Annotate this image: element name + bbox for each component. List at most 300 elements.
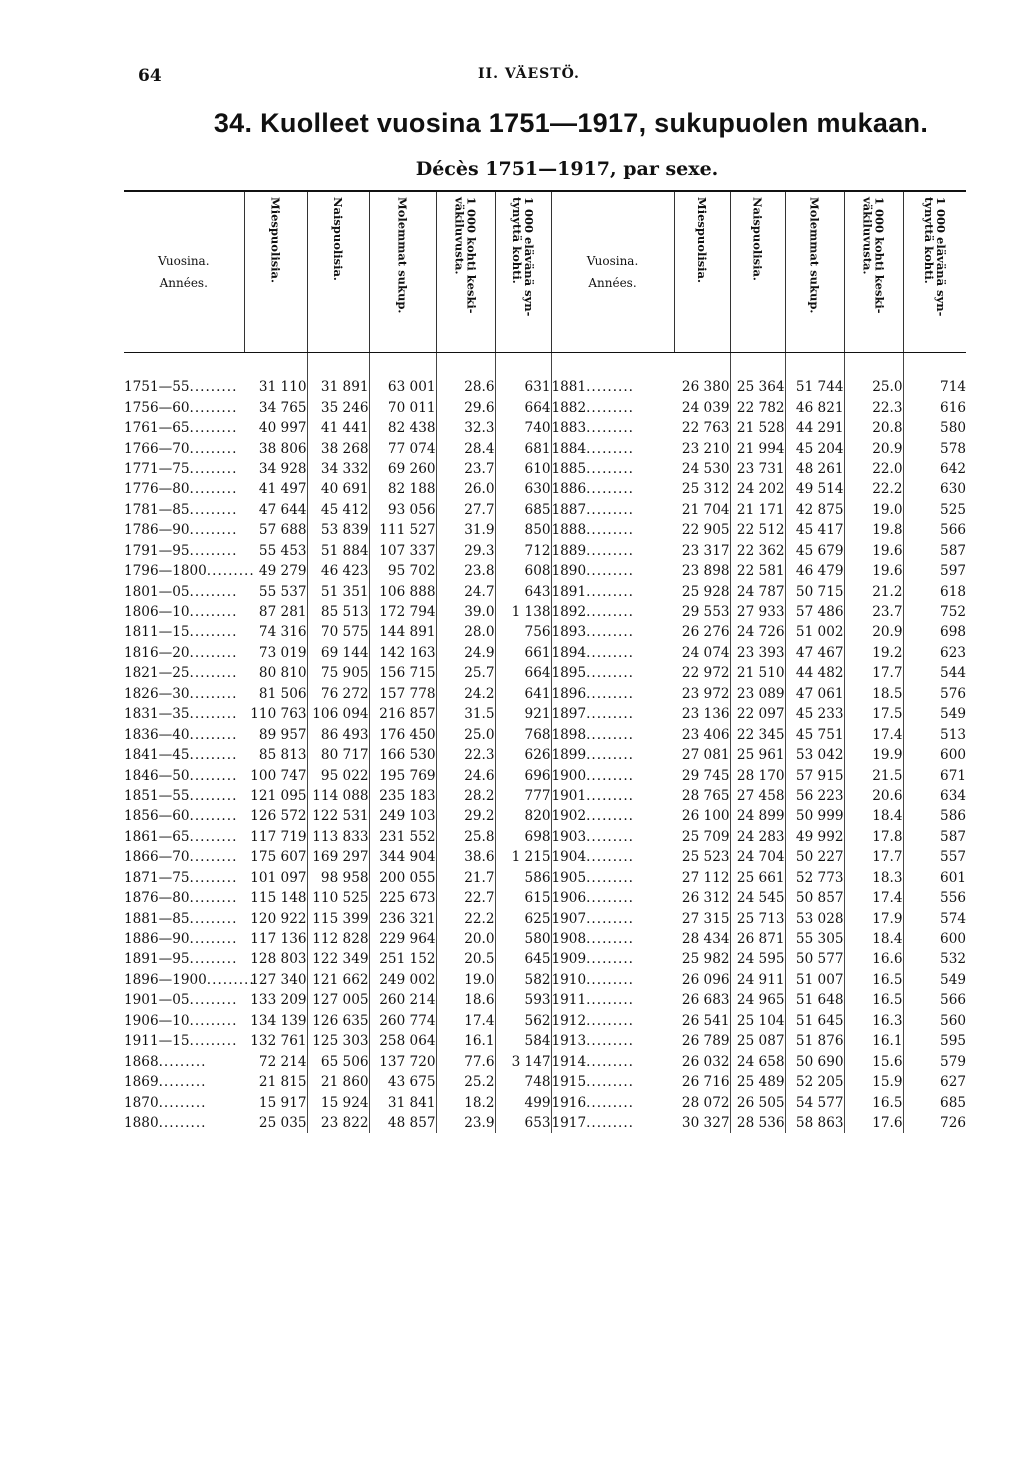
value-cell: 27 081 — [674, 745, 730, 765]
value-cell: 25 982 — [674, 949, 730, 969]
table-number: 34. — [213, 108, 253, 138]
value-cell: 627 — [940, 1074, 966, 1091]
value-cell: 31.9 — [436, 520, 495, 540]
year-label: 1761—65 — [124, 420, 190, 437]
year-cell: 1791—95......... — [124, 542, 238, 559]
value-cell: 19.0 — [436, 970, 495, 990]
value-cell: 597 — [940, 563, 966, 580]
value-cell: 645 — [495, 949, 551, 969]
value-cell: 28.6 — [436, 353, 495, 398]
year-cell: 1896—1900......... — [124, 971, 255, 988]
value-cell: 41 497 — [244, 479, 307, 499]
value-cell: 24 283 — [730, 827, 785, 847]
value-cell: 156 715 — [369, 663, 436, 683]
value-cell: 630 — [495, 479, 551, 499]
value-cell: 19.0 — [844, 500, 903, 520]
table-row — [124, 1011, 966, 1031]
year-cell: 1801—05......... — [124, 583, 238, 600]
header-rate-population-2: 1 000 kohti keski-väkiluvusta. — [844, 191, 903, 353]
value-cell: 57 688 — [244, 520, 307, 540]
year-cell: 1911......... — [551, 992, 634, 1009]
value-cell: 574 — [940, 910, 966, 927]
value-cell: 225 673 — [369, 888, 436, 908]
table-row — [124, 397, 966, 417]
year-cell: 1894......... — [551, 644, 634, 661]
value-cell: 22.2 — [436, 908, 495, 928]
value-cell: 16.5 — [844, 970, 903, 990]
page-number: 64 — [138, 66, 162, 86]
value-cell: 249 103 — [369, 806, 436, 826]
value-cell: 74 316 — [244, 622, 307, 642]
value-cell: 20.6 — [844, 786, 903, 806]
value-cell: 576 — [940, 685, 966, 702]
value-cell: 27 112 — [674, 868, 730, 888]
year-cell: 1871—75......... — [124, 869, 238, 886]
year-cell: 1890......... — [551, 563, 634, 580]
value-cell: 126 635 — [307, 1011, 369, 1031]
value-cell: 587 — [940, 828, 966, 845]
value-cell: 16.5 — [844, 990, 903, 1010]
value-cell: 26 871 — [730, 929, 785, 949]
year-cell: 1851—55......... — [124, 787, 238, 804]
value-cell: 25 709 — [674, 827, 730, 847]
value-cell: 73 019 — [244, 643, 307, 663]
value-cell: 623 — [940, 644, 966, 661]
value-cell: 16.1 — [436, 1031, 495, 1051]
year-cell: 1901......... — [551, 787, 634, 804]
table-body — [124, 353, 966, 1134]
value-cell: 16.1 — [844, 1031, 903, 1051]
year-label: 1889 — [551, 542, 587, 559]
value-cell: 1 215 — [495, 847, 551, 867]
value-cell: 616 — [940, 399, 966, 416]
value-cell: 17.7 — [844, 847, 903, 867]
value-cell: 45 412 — [307, 500, 369, 520]
value-cell: 562 — [495, 1011, 551, 1031]
value-cell: 25 928 — [674, 581, 730, 601]
value-cell: 15 924 — [307, 1092, 369, 1112]
header-rate-population: 1 000 kohti keski-väkiluvusta. — [436, 191, 495, 353]
value-cell: 50 999 — [785, 806, 844, 826]
value-cell: 72 214 — [244, 1051, 307, 1071]
value-cell: 216 857 — [369, 704, 436, 724]
value-cell: 249 002 — [369, 970, 436, 990]
value-cell: 582 — [495, 970, 551, 990]
year-cell: 1899......... — [551, 747, 634, 764]
value-cell: 121 095 — [244, 786, 307, 806]
year-cell: 1917......... — [551, 1114, 634, 1131]
value-cell: 16.5 — [844, 1092, 903, 1112]
value-cell: 23.7 — [844, 602, 903, 622]
year-cell: 1883......... — [551, 420, 634, 437]
table-row — [124, 949, 966, 969]
value-cell: 23 393 — [730, 643, 785, 663]
value-cell: 70 011 — [369, 397, 436, 417]
value-cell: 25 961 — [730, 745, 785, 765]
table-header — [124, 191, 966, 353]
value-cell: 28 536 — [730, 1113, 785, 1133]
year-cell: 1821—25......... — [124, 665, 238, 682]
year-cell: 1781—85......... — [124, 501, 238, 518]
value-cell: 513 — [940, 726, 966, 743]
value-cell: 45 417 — [785, 520, 844, 540]
value-cell: 600 — [940, 747, 966, 764]
year-label: 1866—70 — [124, 849, 190, 866]
year-cell: 1866—70......... — [124, 849, 238, 866]
value-cell: 77 074 — [369, 438, 436, 458]
year-cell: 1876—80......... — [124, 890, 238, 907]
value-cell: 27.7 — [436, 500, 495, 520]
table-row — [124, 806, 966, 826]
value-cell: 29 553 — [674, 602, 730, 622]
value-cell: 80 717 — [307, 745, 369, 765]
value-cell: 22.3 — [844, 397, 903, 417]
year-cell: 1886......... — [551, 481, 634, 498]
value-cell: 21 860 — [307, 1072, 369, 1092]
value-cell: 53 042 — [785, 745, 844, 765]
value-cell: 21 994 — [730, 438, 785, 458]
value-cell: 50 227 — [785, 847, 844, 867]
year-label: 1876—80 — [124, 890, 190, 907]
value-cell: 87 281 — [244, 602, 307, 622]
value-cell: 24 545 — [730, 888, 785, 908]
table-row — [124, 1072, 966, 1092]
value-cell: 70 575 — [307, 622, 369, 642]
value-cell: 586 — [940, 808, 966, 825]
year-label: 1881 — [551, 379, 587, 396]
value-cell: 69 144 — [307, 643, 369, 663]
table-row — [124, 353, 966, 398]
year-label: 1884 — [551, 440, 587, 457]
value-cell: 20.9 — [844, 438, 903, 458]
value-cell: 35 246 — [307, 397, 369, 417]
year-label: 1870 — [124, 1094, 159, 1111]
value-cell: 51 648 — [785, 990, 844, 1010]
table-row — [124, 786, 966, 806]
value-cell: 768 — [495, 724, 551, 744]
value-cell: 98 958 — [307, 868, 369, 888]
table-title-text: Kuolleet vuosina 1751—1917, sukupuolen mukaan. — [260, 108, 929, 138]
header-rate-births: 1 000 elävänä syn-tynyttä kohti. — [495, 191, 551, 353]
value-cell: 615 — [495, 888, 551, 908]
value-cell: 82 438 — [369, 418, 436, 438]
value-cell: 20.0 — [436, 929, 495, 949]
year-cell: 1887......... — [551, 501, 634, 518]
value-cell: 47 061 — [785, 684, 844, 704]
value-cell: 25 713 — [730, 908, 785, 928]
table-row — [124, 438, 966, 458]
value-cell: 23.9 — [436, 1113, 495, 1133]
year-cell: 1912......... — [551, 1012, 634, 1029]
year-label: 1887 — [551, 501, 587, 518]
value-cell: 24 595 — [730, 949, 785, 969]
value-cell: 752 — [940, 604, 966, 621]
value-cell: 18.4 — [844, 929, 903, 949]
value-cell: 49 514 — [785, 479, 844, 499]
table-row — [124, 602, 966, 622]
value-cell: 17.4 — [844, 724, 903, 744]
value-cell: 601 — [940, 869, 966, 886]
value-cell: 18.5 — [844, 684, 903, 704]
value-cell: 22 345 — [730, 724, 785, 744]
value-cell: 714 — [940, 379, 966, 396]
value-cell: 25 364 — [730, 353, 785, 398]
value-cell: 51 884 — [307, 541, 369, 561]
table-row — [124, 459, 966, 479]
value-cell: 29.3 — [436, 541, 495, 561]
value-cell: 26 380 — [674, 353, 730, 398]
year-cell: 1841—45......... — [124, 747, 238, 764]
value-cell: 19.6 — [844, 541, 903, 561]
year-label: 1917 — [551, 1114, 587, 1131]
value-cell: 28 072 — [674, 1092, 730, 1112]
value-cell: 126 572 — [244, 806, 307, 826]
value-cell: 42 875 — [785, 500, 844, 520]
year-label: 1914 — [551, 1053, 587, 1070]
table-row — [124, 622, 966, 642]
year-cell: 1756—60......... — [124, 399, 238, 416]
value-cell: 49 992 — [785, 827, 844, 847]
value-cell: 121 662 — [307, 970, 369, 990]
year-label: 1826—30 — [124, 685, 190, 702]
table-row — [124, 663, 966, 683]
value-cell: 26 789 — [674, 1031, 730, 1051]
value-cell: 23 317 — [674, 541, 730, 561]
year-label: 1882 — [551, 399, 587, 416]
value-cell: 86 493 — [307, 724, 369, 744]
year-cell: 1906—10......... — [124, 1012, 238, 1029]
year-label: 1791—95 — [124, 542, 190, 559]
table-row — [124, 500, 966, 520]
value-cell: 169 297 — [307, 847, 369, 867]
value-cell: 556 — [940, 890, 966, 907]
value-cell: 132 761 — [244, 1031, 307, 1051]
value-cell: 46 479 — [785, 561, 844, 581]
value-cell: 260 214 — [369, 990, 436, 1010]
table-row — [124, 1051, 966, 1071]
value-cell: 20.8 — [844, 418, 903, 438]
year-cell: 1751—55......... — [124, 379, 238, 396]
year-cell: 1913......... — [551, 1033, 634, 1050]
value-cell: 921 — [495, 704, 551, 724]
value-cell: 642 — [940, 460, 966, 477]
value-cell: 17.6 — [844, 1113, 903, 1133]
year-label: 1900 — [551, 767, 587, 784]
year-cell: 1900......... — [551, 767, 634, 784]
value-cell: 55 537 — [244, 581, 307, 601]
value-cell: 50 857 — [785, 888, 844, 908]
header-female: Naispuolisia. — [307, 191, 369, 353]
value-cell: 25 035 — [244, 1113, 307, 1133]
value-cell: 28 765 — [674, 786, 730, 806]
value-cell: 231 552 — [369, 827, 436, 847]
value-cell: 18.6 — [436, 990, 495, 1010]
table-row — [124, 479, 966, 499]
value-cell: 634 — [940, 787, 966, 804]
year-label: 1903 — [551, 828, 587, 845]
year-label: 1831—35 — [124, 706, 190, 723]
value-cell: 653 — [495, 1113, 551, 1133]
year-cell: 1895......... — [551, 665, 634, 682]
year-label: 1904 — [551, 849, 587, 866]
year-cell: 1870......... — [124, 1094, 207, 1111]
value-cell: 24.2 — [436, 684, 495, 704]
value-cell: 712 — [495, 541, 551, 561]
value-cell: 38.6 — [436, 847, 495, 867]
value-cell: 55 305 — [785, 929, 844, 949]
year-cell: 1914......... — [551, 1053, 634, 1070]
value-cell: 51 876 — [785, 1031, 844, 1051]
table-row — [124, 684, 966, 704]
value-cell: 557 — [940, 849, 966, 866]
value-cell: 127 005 — [307, 990, 369, 1010]
value-cell: 24.9 — [436, 643, 495, 663]
value-cell: 16.6 — [844, 949, 903, 969]
year-label: 1906 — [551, 890, 587, 907]
year-cell: 1905......... — [551, 869, 634, 886]
value-cell: 580 — [495, 929, 551, 949]
year-cell: 1907......... — [551, 910, 634, 927]
value-cell: 24.7 — [436, 581, 495, 601]
value-cell: 756 — [495, 622, 551, 642]
value-cell: 25 104 — [730, 1011, 785, 1031]
value-cell: 31.5 — [436, 704, 495, 724]
value-cell: 27 458 — [730, 786, 785, 806]
table-row — [124, 908, 966, 928]
value-cell: 55 453 — [244, 541, 307, 561]
value-cell: 40 691 — [307, 479, 369, 499]
year-cell: 1891......... — [551, 583, 634, 600]
value-cell: 587 — [940, 542, 966, 559]
value-cell: 21.5 — [844, 765, 903, 785]
value-cell: 85 513 — [307, 602, 369, 622]
value-cell: 17.9 — [844, 908, 903, 928]
value-cell: 44 291 — [785, 418, 844, 438]
value-cell: 34 332 — [307, 459, 369, 479]
value-cell: 17.5 — [844, 704, 903, 724]
value-cell: 21 704 — [674, 500, 730, 520]
year-cell: 1889......... — [551, 542, 634, 559]
value-cell: 24 658 — [730, 1051, 785, 1071]
year-cell: 1861—65......... — [124, 828, 238, 845]
value-cell: 24 039 — [674, 397, 730, 417]
value-cell: 39.0 — [436, 602, 495, 622]
value-cell: 52 773 — [785, 868, 844, 888]
value-cell: 23 406 — [674, 724, 730, 744]
header-both-2: Molemmat sukup. — [785, 191, 844, 353]
value-cell: 23.7 — [436, 459, 495, 479]
header-year: Vuosina. Années. — [124, 191, 244, 353]
year-cell: 1897......... — [551, 706, 634, 723]
year-cell: 1902......... — [551, 808, 634, 825]
table-row — [124, 1092, 966, 1112]
year-cell: 1881......... — [551, 379, 634, 396]
value-cell: 15 917 — [244, 1092, 307, 1112]
value-cell: 75 905 — [307, 663, 369, 683]
value-cell: 820 — [495, 806, 551, 826]
value-cell: 85 813 — [244, 745, 307, 765]
value-cell: 258 064 — [369, 1031, 436, 1051]
value-cell: 57 915 — [785, 765, 844, 785]
value-cell: 122 531 — [307, 806, 369, 826]
value-cell: 63 001 — [369, 353, 436, 398]
value-cell: 40 997 — [244, 418, 307, 438]
year-cell: 1888......... — [551, 522, 634, 539]
year-cell: 1868......... — [124, 1053, 207, 1070]
table-row — [124, 561, 966, 581]
year-label: 1916 — [551, 1094, 587, 1111]
year-label: 1915 — [551, 1074, 587, 1091]
year-label: 1892 — [551, 604, 587, 621]
value-cell: 595 — [940, 1033, 966, 1050]
year-label: 1891 — [551, 583, 587, 600]
value-cell: 45 233 — [785, 704, 844, 724]
value-cell: 166 530 — [369, 745, 436, 765]
value-cell: 28.4 — [436, 438, 495, 458]
value-cell: 549 — [940, 706, 966, 723]
value-cell: 748 — [495, 1072, 551, 1092]
value-cell: 600 — [940, 931, 966, 948]
year-label: 1899 — [551, 747, 587, 764]
value-cell: 114 088 — [307, 786, 369, 806]
table-row — [124, 929, 966, 949]
year-cell: 1880......... — [124, 1114, 207, 1131]
value-cell: 22 782 — [730, 397, 785, 417]
value-cell: 175 607 — [244, 847, 307, 867]
year-cell: 1811—15......... — [124, 624, 238, 641]
year-label: 1909 — [551, 951, 587, 968]
value-cell: 144 891 — [369, 622, 436, 642]
year-label: 1901 — [551, 787, 587, 804]
value-cell: 43 675 — [369, 1072, 436, 1092]
table-row — [124, 520, 966, 540]
value-cell: 111 527 — [369, 520, 436, 540]
table-title — [0, 108, 1024, 139]
running-header — [0, 58, 1024, 88]
value-cell: 19.6 — [844, 561, 903, 581]
year-cell: 1836—40......... — [124, 726, 238, 743]
table-row — [124, 704, 966, 724]
value-cell: 681 — [495, 438, 551, 458]
year-cell: 1761—65......... — [124, 420, 238, 437]
value-cell: 25 489 — [730, 1072, 785, 1092]
value-cell: 110 763 — [244, 704, 307, 724]
table-row — [124, 847, 966, 867]
value-cell: 133 209 — [244, 990, 307, 1010]
year-label: 1868 — [124, 1053, 159, 1070]
value-cell: 50 690 — [785, 1051, 844, 1071]
value-cell: 101 097 — [244, 868, 307, 888]
year-cell: 1869......... — [124, 1074, 207, 1091]
value-cell: 18.2 — [436, 1092, 495, 1112]
year-cell: 1909......... — [551, 951, 634, 968]
year-label: 1821—25 — [124, 665, 190, 682]
value-cell: 50 715 — [785, 581, 844, 601]
year-label: 1806—10 — [124, 604, 190, 621]
value-cell: 579 — [940, 1053, 966, 1070]
value-cell: 28 434 — [674, 929, 730, 949]
value-cell: 685 — [495, 500, 551, 520]
value-cell: 31 841 — [369, 1092, 436, 1112]
table-row — [124, 990, 966, 1010]
value-cell: 19.2 — [844, 643, 903, 663]
year-cell: 1806—10......... — [124, 604, 238, 621]
value-cell: 696 — [495, 765, 551, 785]
value-cell: 128 803 — [244, 949, 307, 969]
value-cell: 578 — [940, 440, 966, 457]
value-cell: 23 136 — [674, 704, 730, 724]
value-cell: 344 904 — [369, 847, 436, 867]
